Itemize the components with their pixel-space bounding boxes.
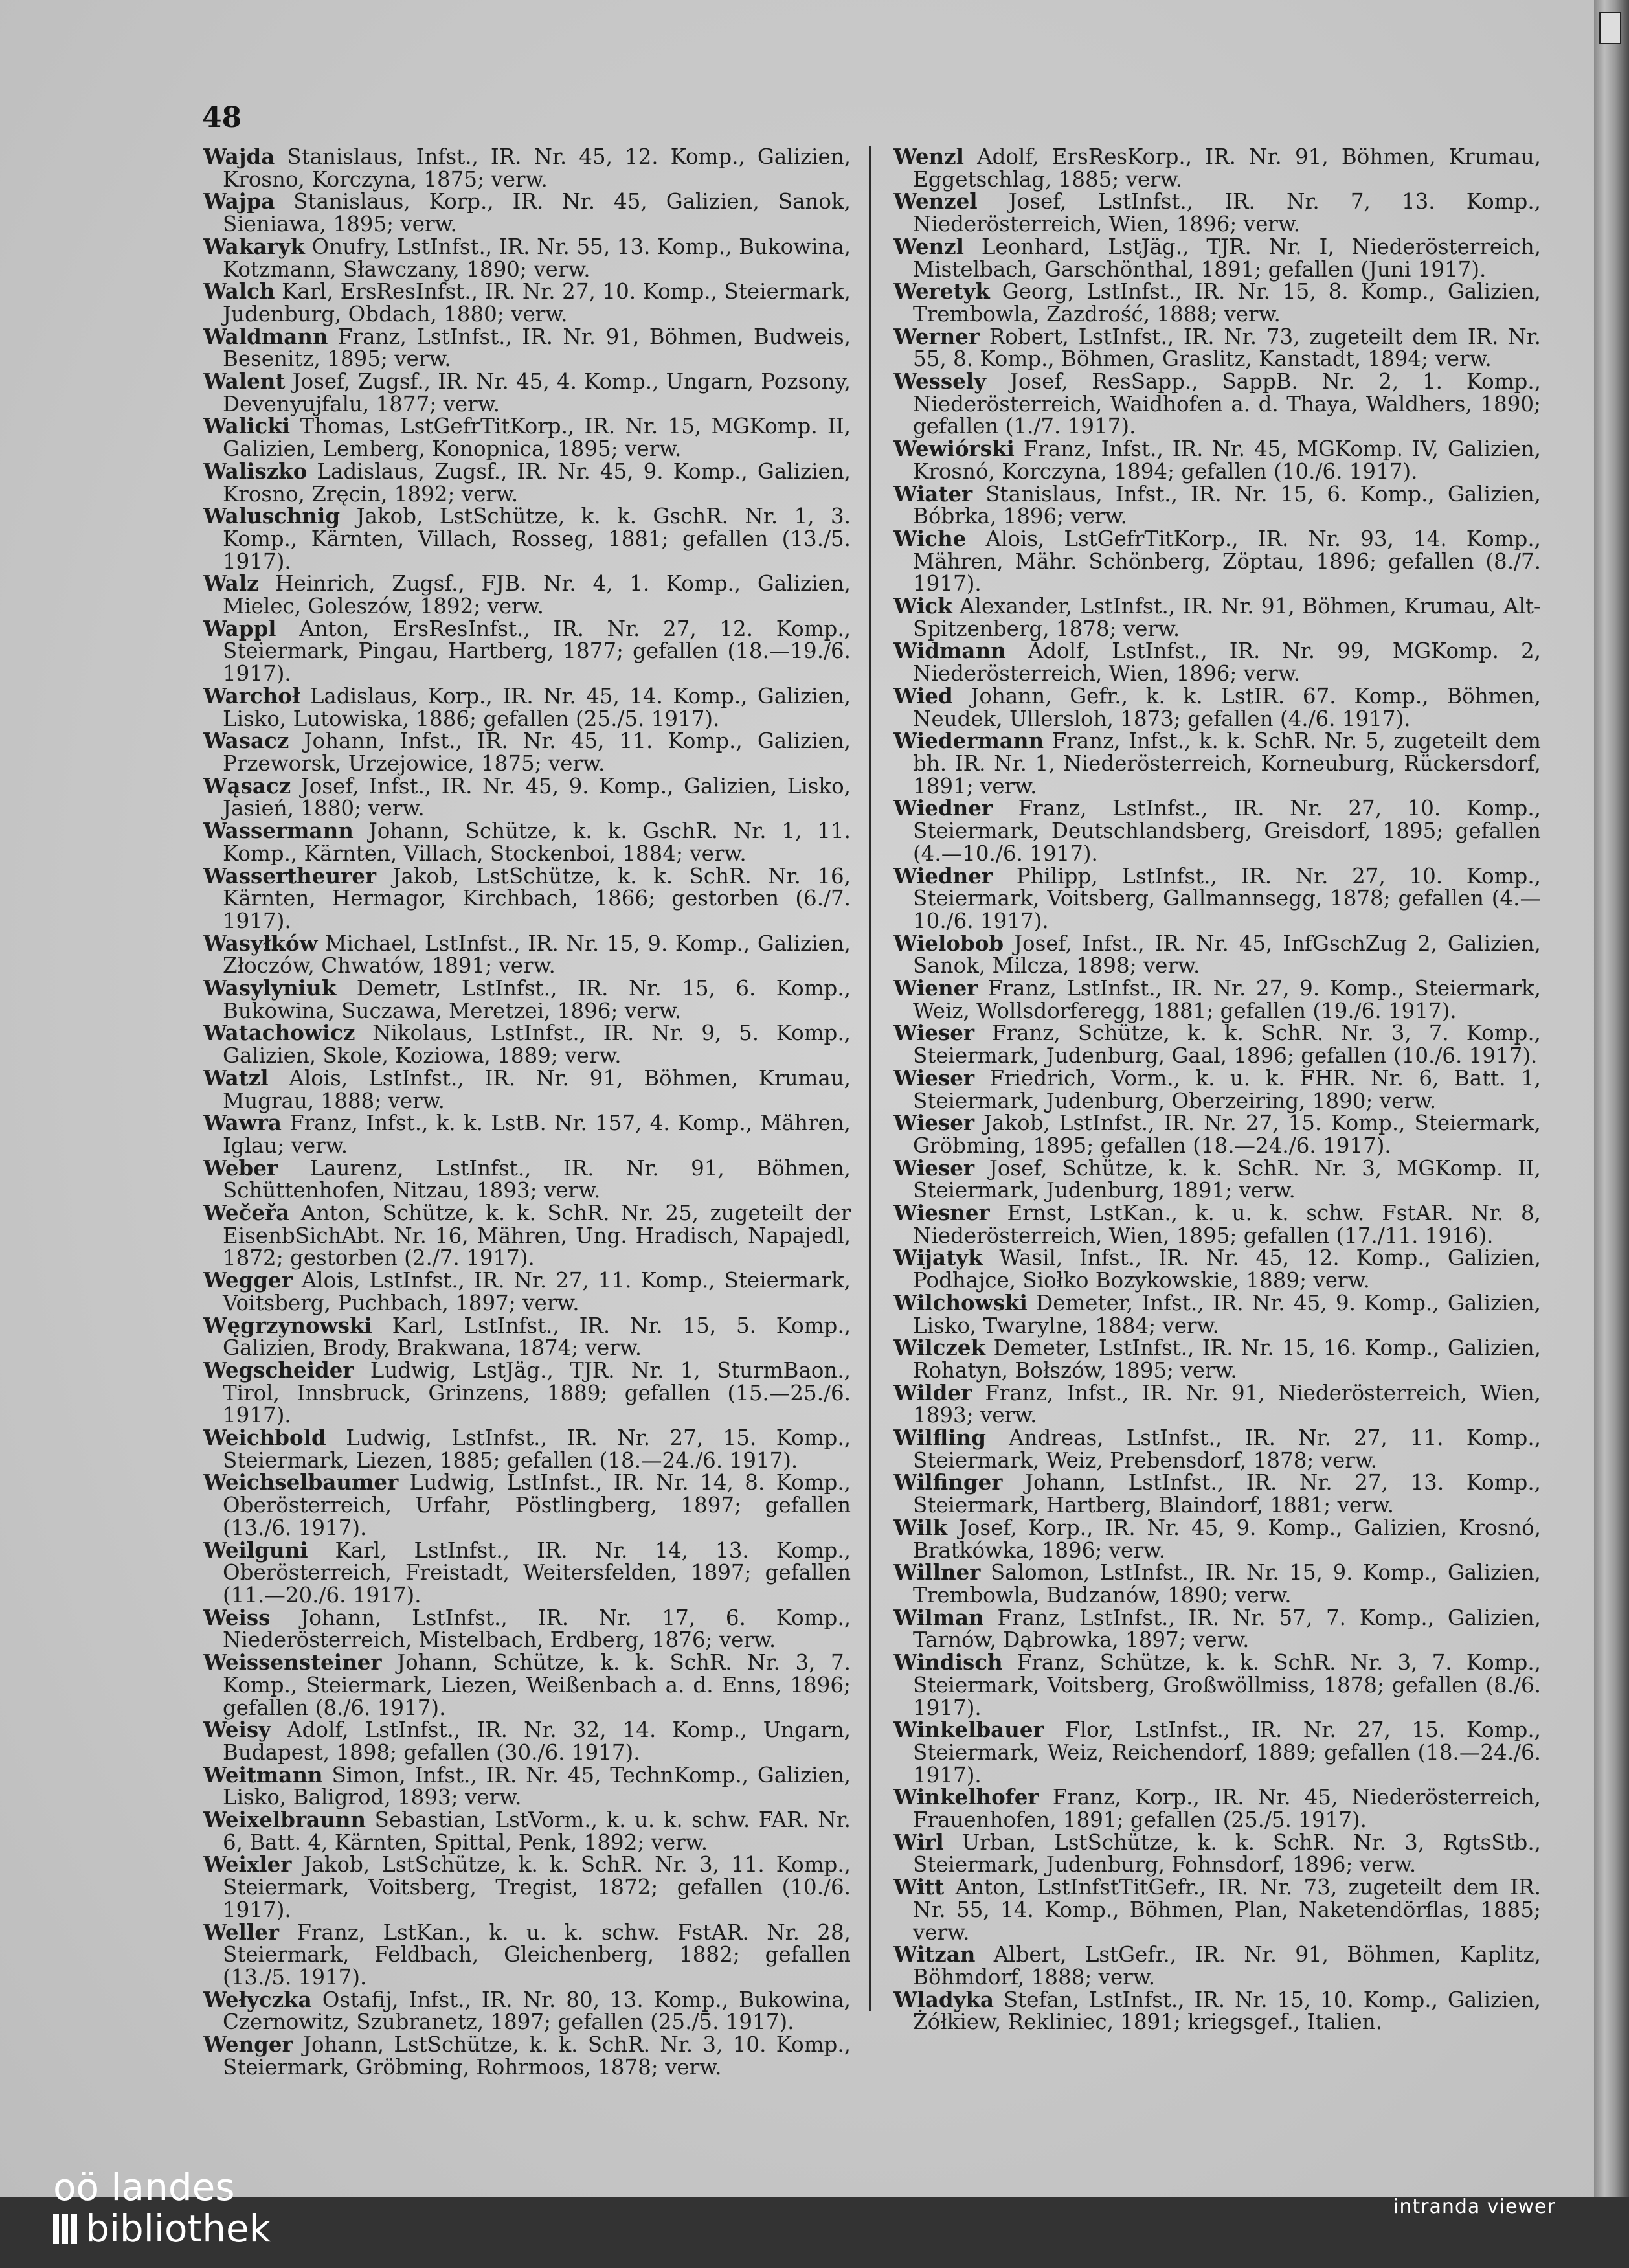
viewer-label[interactable]: intranda viewer (1393, 2195, 1556, 2218)
entry-details: Georg, LstInfst., IR. Nr. 15, 8. Komp., Galizien, Trembowla, Zazdrość, 1888; verw. (913, 279, 1541, 326)
entry-details: Adolf, LstInfst., IR. Nr. 99, MGKomp. 2, Niederösterreich, Wien, 1896; verw. (913, 639, 1541, 686)
entry-surname: Węgrzynowski (203, 1312, 372, 1338)
register-entry (893, 323, 1541, 372)
entry-surname: Weiss (203, 1604, 271, 1630)
entry-details: Albert, LstGefr., IR. Nr. 91, Böhmen, Kaplitz, Böhmdorf, 1888; verw. (913, 1942, 1541, 1990)
entry-details: Robert, LstInfst., IR. Nr. 73, zugeteilt dem IR. Nr. 55, 8. Komp., Böhmen, Graslitz, Kanstadt, 1894; verw. (913, 324, 1541, 372)
entry-details: Flor, LstInfst., IR. Nr. 27, 15. Komp., Steiermark, Weiz, Reichendorf, 1889; gefallen (18.—24./6. 1917). (913, 1718, 1541, 1787)
register-entry (893, 1067, 1541, 1112)
entry-details: Johann, Infst., IR. Nr. 45, 11. Komp., Galizien, Przeworsk, Urzejowice, 1875; verw. (223, 729, 851, 776)
register-entry (893, 525, 1541, 596)
entry-surname: Wajpa (203, 188, 275, 214)
entry-surname: Wenzel (893, 188, 978, 214)
entry-surname: Winkelbauer (893, 1717, 1044, 1743)
entry-surname: Weitmann (203, 1762, 323, 1787)
register-entry (203, 1604, 851, 1653)
entry-surname: Walz (203, 571, 259, 596)
entry-surname: Wirl (893, 1829, 944, 1855)
entry-details: Adolf, ErsResKorp., IR. Nr. 91, Böhmen, Krumau, Eggetschlag, 1885; verw. (913, 144, 1541, 192)
left-column (203, 146, 851, 2078)
register-entry (893, 1427, 1541, 1471)
entry-details: Ladislaus, Korp., IR. Nr. 45, 14. Komp., Galizien, Lisko, Lutowiska, 1886; gefallen (25./5. 1917). (223, 683, 851, 731)
register-entry (893, 1831, 1541, 1876)
register-entry (203, 685, 851, 730)
entry-surname: Waliszko (203, 458, 308, 484)
register-entry (893, 865, 1541, 933)
entry-surname: Wladyka (893, 1986, 994, 2012)
entry-surname: Witzan (893, 1942, 976, 1967)
register-entry (893, 1112, 1541, 1157)
entry-surname: Wilk (893, 1514, 948, 1540)
entry-details: Ludwig, LstJäg., TJR. Nr. 1, SturmBaon., Tirol, Innsbruck, Grinzens, 1889; gefallen (15.—25./6. 1917). (223, 1357, 851, 1428)
entry-surname: Wenzl (893, 233, 964, 259)
entry-surname: Wegger (203, 1267, 293, 1293)
entry-details: Josef, Korp., IR. Nr. 45, 9. Komp., Galizien, Krosnó, Bratkówka, 1896; verw. (913, 1515, 1541, 1563)
entry-surname: Wieser (893, 1020, 975, 1046)
entry-details: Michael, LstInfst., IR. Nr. 15, 9. Komp., Galizien, Złoczów, Chwatów, 1891; verw. (223, 931, 851, 979)
entry-surname: Wijatyk (893, 1245, 983, 1271)
register-entry (203, 1112, 851, 1157)
entry-surname: Weissensteiner (203, 1650, 382, 1675)
entry-surname: Wakaryk (203, 233, 305, 259)
entry-details: Philipp, LstInfst., IR. Nr. 27, 10. Komp., Steiermark, Voitsberg, Gallmannsegg, 1878; gefallen (4.—10./6. 1917). (913, 863, 1541, 933)
entry-surname: Wilman (893, 1604, 984, 1630)
entry-surname: Wasacz (203, 728, 289, 754)
register-entry (893, 1786, 1541, 1831)
register-entry (203, 280, 851, 325)
entry-surname: Weisy (203, 1717, 271, 1743)
entry-details: Leonhard, LstJäg., TJR. Nr. I, Niederösterreich, Mistelbach, Garschönthal, 1891; gefallen (Juni 1917). (913, 234, 1541, 282)
entry-details: Franz, LstKan., k. u. k. schw. FstAR. Nr. 28, Steiermark, Feldbach, Gleichenberg, 1882; gefallen (13./5. 1917). (223, 1920, 851, 1990)
register-entry (203, 1764, 851, 1809)
register-entry (203, 1427, 851, 1471)
entry-surname: Wilder (893, 1379, 972, 1405)
register-entry (203, 1919, 851, 1990)
entry-details: Johann, LstInfst., IR. Nr. 17, 6. Komp., Niederösterreich, Mistelbach, Erdberg, 1876; verw. (223, 1605, 851, 1653)
entry-details: Josef, Infst., IR. Nr. 45, InfGschZug 2, Galizien, Sanok, Milcza, 1898; verw. (913, 931, 1541, 979)
entry-details: Anton, LstInfstTitGefr., IR. Nr. 73, zugeteilt dem IR. Nr. 55, 14. Komp., Böhmen, Plan, Naketendörflas, 1885; verw. (913, 1875, 1541, 1945)
entry-surname: Wasyłków (203, 930, 318, 956)
entry-details: Karl, LstInfst., IR. Nr. 14, 13. Komp., Oberösterreich, Freistadt, Weitersfelden, 1897; gefallen (11.—20./6. 1917). (223, 1537, 851, 1607)
entry-surname: Weichbold (203, 1425, 326, 1451)
register-entry (203, 730, 851, 775)
register-entry (893, 930, 1541, 979)
entry-surname: Waluschnig (203, 503, 341, 529)
entry-details: Josef, Infst., IR. Nr. 45, 9. Komp., Galizien, Lisko, Jasień, 1880; verw. (223, 773, 851, 821)
entry-details: Johann, LstInfst., IR. Nr. 27, 13. Komp., Steiermark, Hartberg, Blaindorf, 1881; verw. (913, 1470, 1541, 1518)
register-entry (203, 930, 851, 979)
register-entry (893, 1337, 1541, 1381)
entry-surname: Wick (893, 593, 952, 619)
entry-details: Wasil, Infst., IR. Nr. 45, 12. Komp., Galizien, Podhajce, Siołko Bozykowskie, 1889; verw. (913, 1245, 1541, 1293)
entry-details: Onufry, LstInfst., IR. Nr. 55, 13. Komp., Bukowina, Kotzmann, Sławczany, 1890; verw. (223, 234, 851, 282)
register-entry (203, 820, 851, 865)
entry-surname: Wegscheider (203, 1357, 354, 1383)
register-entry (893, 797, 1541, 865)
entry-details: Stanislaus, Infst., IR. Nr. 45, 12. Komp., Galizien, Krosno, Korczyna, 1875; verw. (223, 144, 851, 192)
right-column (893, 146, 1541, 2034)
entry-details: Stanislaus, Korp., IR. Nr. 45, Galizien, Sanok, Sieniawa, 1895; verw. (223, 189, 851, 237)
entry-details: Friedrich, Vorm., k. u. k. FHR. Nr. 6, Batt. 1, Steiermark, Judenburg, Oberzeiring, 1890; verw. (913, 1065, 1541, 1113)
register-entry (893, 370, 1541, 438)
register-entry (203, 1269, 851, 1314)
register-entry (203, 865, 851, 933)
entry-details: Franz, Schütze, k. k. SchR. Nr. 3, 7. Komp., Steiermark, Voitsberg, Großwöllmiss, 1878; gefallen (8./6. 1917). (913, 1650, 1541, 1720)
entry-surname: Walch (203, 278, 275, 304)
entry-details: Karl, ErsResInfst., IR. Nr. 27, 10. Komp., Steiermark, Judenburg, Obdach, 1880; verw. (223, 279, 851, 326)
entry-details: Alois, LstGefrTitKorp., IR. Nr. 93, 14. Komp., Mähren, Mähr. Schönberg, Zöptau, 1896; gefallen (8./7. 1917). (913, 526, 1541, 596)
entry-details: Simon, Infst., IR. Nr. 45, TechnKomp., Galizien, Lisko, Baligrod, 1893; verw. (223, 1762, 851, 1810)
entry-details: Franz, Infst., IR. Nr. 45, MGKomp. IV, Galizien, Krosnó, Korczyna, 1894; gefallen (10./6. 1917). (913, 437, 1541, 484)
entry-surname: Wiedner (893, 863, 993, 889)
register-entry (203, 977, 851, 1022)
register-entry (893, 1651, 1541, 1719)
entry-surname: Witt (893, 1874, 945, 1900)
register-entry (893, 977, 1541, 1022)
library-logo[interactable] (53, 2166, 271, 2252)
entry-details: Franz, LstInfst., IR. Nr. 27, 9. Komp., Steiermark, Weiz, Wollsdorferegg, 1881; gefallen (19./6. 1917). (913, 976, 1541, 1023)
entry-surname: Weber (203, 1155, 278, 1181)
register-entry (203, 2034, 851, 2078)
entry-details: Johann, Gefr., k. k. LstIR. 67. Komp., Böhmen, Neudek, Ullersloh, 1873; gefallen (4./6. 1917). (913, 683, 1541, 731)
entry-surname: Winkelhofer (893, 1784, 1039, 1810)
register-entry (203, 1719, 851, 1763)
entry-details: Franz, LstInfst., IR. Nr. 57, 7. Komp., Galizien, Tarnów, Dąbrowka, 1897; verw. (913, 1605, 1541, 1653)
entry-surname: Wewiórski (893, 436, 1015, 462)
entry-details: Anton, Schütze, k. k. SchR. Nr. 25, zugeteilt der EisenbSichAbt. Nr. 16, Mähren, Ung. Hradisch, Napajedl, 1872; gestorben (2./7. 1917). (223, 1201, 851, 1271)
entry-surname: Wiedermann (893, 728, 1044, 754)
entry-details: Josef, LstInfst., IR. Nr. 7, 13. Komp., Niederösterreich, Wien, 1896; verw. (913, 189, 1541, 237)
register-entry (893, 1379, 1541, 1428)
entry-surname: Weichselbaumer (203, 1469, 399, 1495)
register-entry (203, 370, 851, 415)
entry-surname: Werner (893, 323, 980, 349)
entry-details: Jakob, LstSchütze, k. k. SchR. Nr. 16, Kärnten, Hermagor, Kirchbach, 1866; gestorben (6./7. 1917). (223, 863, 851, 933)
entry-surname: Weretyk (893, 278, 990, 304)
logo-bars-icon (53, 2210, 80, 2252)
entry-surname: Willner (893, 1559, 981, 1585)
entry-surname: Wilfling (893, 1425, 986, 1451)
entry-surname: Wilczek (893, 1335, 986, 1361)
entry-details: Jakob, LstSchütze, k. k. SchR. Nr. 3, 11. Komp., Steiermark, Voitsberg, Tregist, 1872; gefallen (10./6. 1917). (223, 1852, 851, 1922)
register-entry (893, 1289, 1541, 1338)
entry-surname: Weller (203, 1919, 280, 1945)
entry-details: Andreas, LstInfst., IR. Nr. 27, 11. Komp., Steiermark, Weiz, Prebensdorf, 1878; verw. (913, 1425, 1541, 1473)
register-entry (203, 1651, 851, 1719)
register-entry (893, 1202, 1541, 1247)
entry-details: Adolf, LstInfst., IR. Nr. 32, 14. Komp., Ungarn, Budapest, 1898; gefallen (30./6. 1917). (223, 1718, 851, 1765)
entry-surname: Wełyczka (203, 1986, 312, 2012)
entry-surname: Widmann (893, 638, 1006, 664)
entry-surname: Warchoł (203, 683, 300, 709)
entry-surname: Wiedner (893, 795, 993, 821)
entry-details: Nikolaus, LstInfst., IR. Nr. 9, 5. Komp., Galizien, Skole, Koziowa, 1889; verw. (223, 1021, 851, 1069)
entry-details: Josef, Schütze, k. k. SchR. Nr. 3, MGKomp. II, Steiermark, Judenburg, 1891; verw. (913, 1155, 1541, 1203)
register-entry (203, 573, 851, 617)
entry-surname: Wenzl (893, 144, 964, 169)
logo-line2-text: bibliothek (85, 2206, 271, 2251)
entry-surname: Windisch (893, 1650, 1003, 1675)
entry-details: Josef, ResSapp., SappB. Nr. 2, 1. Komp., Niederösterreich, Waidhofen a. d. Thaya, Waldhers, 1890; gefallen (1./7. 1917). (913, 369, 1541, 439)
entry-details: Ladislaus, Zugsf., IR. Nr. 45, 9. Komp., Galizien, Krosno, Zręcin, 1892; verw. (223, 459, 851, 506)
entry-details: Alexander, LstInfst., IR. Nr. 91, Böhmen, Krumau, Alt-Spitzenberg, 1878; verw. (913, 594, 1541, 641)
register-entry (203, 1539, 851, 1607)
entry-surname: Wielobob (893, 930, 1004, 956)
register-entry (203, 415, 851, 460)
entry-surname: Weilguni (203, 1537, 308, 1563)
register-entry (203, 615, 851, 686)
entry-details: Johann, Schütze, k. k. GschR. Nr. 1, 11. Komp., Kärnten, Villach, Stockenboi, 1884; verw. (223, 819, 851, 866)
entry-details: Ostafij, Infst., IR. Nr. 80, 13. Komp., Bukowina, Czernowitz, Szubranetz, 1897; gefallen (25./5. 1917). (223, 1987, 851, 2035)
entry-surname: Wilfinger (893, 1469, 1003, 1495)
entry-details: Franz, Korp., IR. Nr. 45, Niederösterreich, Frauenhofen, 1891; gefallen (25./5. 1917). (913, 1785, 1541, 1833)
register-entry (203, 1809, 851, 1854)
entry-surname: Wiche (893, 525, 967, 551)
register-entry (893, 730, 1541, 797)
entry-surname: Wieser (893, 1065, 975, 1091)
entry-details: Jakob, LstSchütze, k. k. GschR. Nr. 1, 3. Komp., Kärnten, Villach, Rosseg, 1881; gefallen (13./5. 1917). (223, 504, 851, 574)
entry-surname: Wied (893, 683, 953, 709)
register-entry (893, 1247, 1541, 1291)
register-entry (893, 1561, 1541, 1606)
register-entry (203, 233, 851, 282)
register-entry (203, 1986, 851, 2035)
entry-surname: Waldmann (203, 323, 328, 349)
logo-line2 (53, 2208, 271, 2252)
entry-details: Alois, LstInfst., IR. Nr. 91, Böhmen, Krumau, Mugrau, 1888; verw. (223, 1065, 851, 1113)
register-entry (893, 685, 1541, 730)
entry-surname: Wappl (203, 615, 276, 641)
entry-details: Laurenz, LstInfst., IR. Nr. 91, Böhmen, Schüttenhofen, Nitzau, 1893; verw. (223, 1155, 851, 1203)
register-entry (203, 505, 851, 573)
entry-surname: Wessely (893, 369, 987, 394)
register-entry (893, 1986, 1541, 2035)
entry-details: Karl, LstInfst., IR. Nr. 15, 5. Komp., Galizien, Brody, Brakwana, 1874; verw. (223, 1313, 851, 1361)
register-entry (893, 1944, 1541, 1988)
entry-surname: Wilchowski (893, 1289, 1028, 1315)
entry-surname: Wiesner (893, 1200, 990, 1226)
entry-surname: Wenger (203, 2032, 293, 2058)
register-entry (893, 595, 1541, 640)
entry-surname: Wajda (203, 144, 275, 169)
column-divider (869, 146, 871, 2011)
entry-details: Stanislaus, Infst., IR. Nr. 15, 6. Komp., Galizien, Bóbrka, 1896; verw. (913, 481, 1541, 529)
entry-surname: Wiater (893, 481, 973, 506)
register-entry (203, 323, 851, 372)
register-entry (203, 146, 851, 190)
entry-details: Johann, LstSchütze, k. k. SchR. Nr. 3, 10. Komp., Steiermark, Gröbming, Rohrmoos, 1878; verw. (223, 2032, 851, 2080)
register-entry (893, 146, 1541, 190)
entry-surname: Wawra (203, 1110, 282, 1136)
register-entry (893, 1157, 1541, 1202)
register-entry (893, 483, 1541, 528)
page-edge (1594, 0, 1629, 2197)
entry-details: Franz, LstInfst., IR. Nr. 91, Böhmen, Budweis, Besenitz, 1895; verw. (223, 324, 851, 372)
register-entry (203, 1067, 851, 1112)
entry-details: Ludwig, LstInfst., IR. Nr. 27, 15. Komp., Steiermark, Liezen, 1885; gefallen (18.—24./6. 1917). (223, 1425, 851, 1473)
register-entry (893, 1022, 1541, 1067)
entry-surname: Weixler (203, 1852, 292, 1877)
register-entry (893, 438, 1541, 482)
register-entry (203, 1312, 851, 1361)
logo-line1: oö landes (53, 2165, 235, 2209)
entry-surname: Wečeřa (203, 1200, 290, 1226)
entry-details: Franz, Schütze, k. k. SchR. Nr. 3, 7. Komp., Steiermark, Judenburg, Gaal, 1896; gefallen (10./6. 1917). (913, 1021, 1541, 1069)
register-entry (893, 1876, 1541, 1944)
entry-details: Demeter, Infst., IR. Nr. 45, 9. Komp., Galizien, Lisko, Twarylne, 1884; verw. (913, 1290, 1541, 1338)
register-entry (203, 775, 851, 820)
entry-surname: Walent (203, 369, 286, 394)
entry-details: Jakob, LstInfst., IR. Nr. 27, 15. Komp., Steiermark, Gröbming, 1895; gefallen (18.—24./6. 1917). (913, 1111, 1541, 1158)
edge-marker (1599, 12, 1621, 44)
entry-details: Sebastian, LstVorm., k. u. k. schw. FAR. Nr. 6, Batt. 4, Kärnten, Spittal, Penk, 1892; verw. (223, 1808, 851, 1855)
entry-details: Alois, LstInfst., IR. Nr. 27, 11. Komp., Steiermark, Voitsberg, Puchbach, 1897; verw. (223, 1268, 851, 1315)
entry-surname: Wassermann (203, 818, 354, 844)
entry-details: Ernst, LstKan., k. u. k. schw. FstAR. Nr. 8, Niederösterreich, Wien, 1895; gefallen (17./11. 1916). (913, 1201, 1541, 1248)
register-entry (893, 1604, 1541, 1653)
entry-details: Stefan, LstInfst., IR. Nr. 15, 10. Komp., Galizien, Żółkiew, Rekliniec, 1891; kriegsgef., Italien. (913, 1987, 1541, 2035)
entry-details: Franz, LstInfst., IR. Nr. 27, 10. Komp., Steiermark, Deutschlandsberg, Greisdorf, 1895; gefallen (4.—10./6. 1917). (913, 796, 1541, 866)
entry-details: Ludwig, LstInfst., IR. Nr. 14, 8. Komp., Oberösterreich, Urfahr, Pöstlingberg, 1897; gefallen (13./6. 1917). (223, 1470, 851, 1540)
register-entry (893, 280, 1541, 325)
register-entry (203, 460, 851, 505)
entry-details: Franz, Infst., IR. Nr. 91, Niederösterreich, Wien, 1893; verw. (913, 1380, 1541, 1428)
entry-details: Josef, Zugsf., IR. Nr. 45, 4. Komp., Ungarn, Pozsony, Devenyujfalu, 1877; verw. (223, 369, 851, 416)
register-entry (893, 640, 1541, 685)
entry-details: Salomon, LstInfst., IR. Nr. 15, 9. Komp., Galizien, Trembowla, Budzanów, 1890; verw. (913, 1560, 1541, 1607)
register-entry (893, 1719, 1541, 1786)
register-entry (203, 1471, 851, 1539)
entry-surname: Wieser (893, 1110, 975, 1136)
register-entry (893, 1471, 1541, 1516)
entry-details: Demeter, LstInfst., IR. Nr. 15, 16. Komp., Galizien, Rohatyn, Bołszów, 1895; verw. (913, 1335, 1541, 1383)
register-entry (893, 190, 1541, 235)
register-entry (203, 1359, 851, 1427)
register-entry (893, 233, 1541, 282)
entry-details: Heinrich, Zugsf., FJB. Nr. 4, 1. Komp., Galizien, Mielec, Goleszów, 1892; verw. (223, 571, 851, 619)
page-number: 48 (202, 101, 242, 134)
register-entry (203, 190, 851, 235)
entry-details: Franz, Infst., k. k. SchR. Nr. 5, zugeteilt dem bh. IR. Nr. 1, Niederösterreich, Korneuburg, Rückersdorf, 1891; verw. (913, 729, 1541, 799)
register-entry (203, 1854, 851, 1921)
entry-details: Demetr, LstInfst., IR. Nr. 15, 6. Komp., Bukowina, Suczawa, Meretzei, 1896; verw. (223, 976, 851, 1023)
entry-surname: Wąsacz (203, 773, 291, 799)
register-entry (203, 1202, 851, 1269)
register-entry (203, 1022, 851, 1067)
entry-surname: Watachowicz (203, 1020, 355, 1046)
entry-surname: Wassertheurer (203, 863, 376, 889)
entry-surname: Walicki (203, 413, 291, 439)
entry-surname: Watzl (203, 1065, 269, 1091)
entry-surname: Wasylyniuk (203, 975, 337, 1001)
register-entry (893, 1514, 1541, 1563)
entry-details: Franz, Infst., k. k. LstB. Nr. 157, 4. Komp., Mähren, Iglau; verw. (223, 1111, 851, 1158)
entry-details: Johann, Schütze, k. k. SchR. Nr. 3, 7. Komp., Steiermark, Liezen, Weißenbach a. d. Enns, 1896; gefallen (8./6. 1917). (223, 1650, 851, 1720)
entry-surname: Wieser (893, 1155, 975, 1181)
entry-details: Anton, ErsResInfst., IR. Nr. 27, 12. Komp., Steiermark, Pingau, Hartberg, 1877; gefallen (18.—19./6. 1917). (223, 616, 851, 686)
entry-surname: Wiener (893, 975, 978, 1001)
entry-surname: Weixelbraunn (203, 1807, 366, 1833)
entry-details: Urban, LstSchütze, k. k. SchR. Nr. 3, RgtsStb., Steiermark, Judenburg, Fohnsdorf, 1896; verw. (913, 1830, 1541, 1877)
entry-details: Thomas, LstGefrTitKorp., IR. Nr. 15, MGKomp. II, Galizien, Lemberg, Konopnica, 1895; verw. (223, 414, 851, 462)
register-entry (203, 1157, 851, 1202)
